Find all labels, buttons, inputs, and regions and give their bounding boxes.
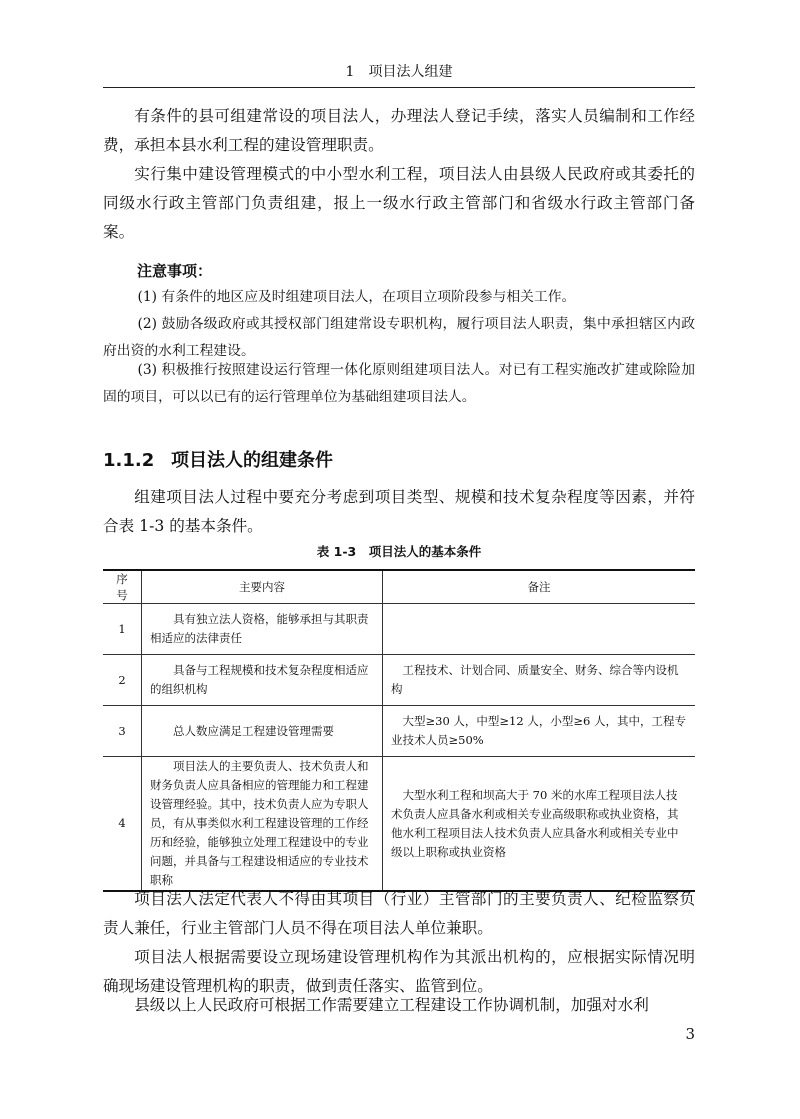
running-header: 1 项目法人组建: [345, 64, 453, 80]
notes-title: 注意事项：: [137, 262, 213, 280]
cell-content: 具有独立法人资格，能够承担与其职责相适应的法律责任: [142, 604, 383, 655]
paragraph-coordination: 县级以上人民政府可根据工作需要建立工程建设工作协调机制，加强对水利: [134, 996, 649, 1014]
paragraph-legal-representative: 项目法人法定代表人不得由其项目（行业）主管部门的主要负责人、纪检监察负责人兼任，行业主管部门人员不得在项目法人单位兼职。: [103, 890, 695, 937]
header-content: 主要内容: [142, 570, 383, 604]
conditions-table: [103, 569, 695, 892]
cell-index: 4: [103, 757, 142, 892]
table-row: [103, 604, 695, 655]
cell-remark: 工程技术、计划合同、质量安全、财务、综合等内设机构: [383, 655, 696, 706]
cell-index: 2: [103, 655, 142, 706]
section-heading: [103, 447, 333, 475]
header-remark: 备注: [383, 570, 696, 604]
cell-remark: 大型≥30 人，中型≥12 人，小型≥6 人，其中，工程专业技术人员≥50%: [383, 706, 696, 757]
paragraph-county-legal-entity: 有条件的县可组建常设的项目法人，办理法人登记手续，落实人员编制和工作经费，承担本县水利工程的建设管理职责。: [103, 107, 695, 154]
table-header-row: [103, 570, 695, 604]
table-row: [103, 655, 695, 706]
cell-index: 1: [103, 604, 142, 655]
cell-index: 3: [103, 706, 142, 757]
cell-remark: [383, 604, 696, 655]
note-item-2: (2) 鼓励各级政府或其授权部门组建常设专职机构，履行项目法人职责，集中承担辖区内政府出资的水利工程建设。: [103, 316, 695, 359]
table-row: [103, 757, 695, 892]
table-caption: 表 1-3 项目法人的基本条件: [316, 544, 482, 559]
header-rule: [103, 87, 695, 88]
note-item-1: (1) 有条件的地区应及时组建项目法人，在项目立项阶段参与相关工作。: [137, 289, 576, 305]
table-row: [103, 706, 695, 757]
header-index: 序号: [103, 570, 142, 604]
page-number: 3: [685, 1025, 695, 1043]
cell-remark: 大型水利工程和坝高大于 70 米的水库工程项目法人技术负责人应具备水利或相关专业高级职称或执业资格，其他水利工程项目法人技术负责人应具备水利或相关专业中级以上职称或执业资格: [383, 757, 696, 892]
cell-content: 具备与工程规模和技术复杂程度相适应的组织机构: [142, 655, 383, 706]
cell-content: 总人数应满足工程建设管理需要: [142, 706, 383, 757]
cell-content: 项目法人的主要负责人、技术负责人和财务负责人应具备相应的管理能力和工程建设管理经验。其中，技术负责人应为专职人员，有从事类似水利工程建设管理的工作经历和经验，能够独立处理工程建设中的专业问题，并具备与工程建设相适应的专业技术职称: [142, 757, 383, 892]
paragraph-centralized-management: 实行集中建设管理模式的中小型水利工程，项目法人由县级人民政府或其委托的同级水行政主管部门负责组建，报上一级水行政主管部门和省级水行政主管部门备案。: [103, 165, 695, 241]
section-number: 1.1.2: [103, 450, 155, 471]
section-title: 项目法人的组建条件: [171, 450, 333, 471]
note-item-3: (3) 积极推行按照建设运行管理一体化原则组建项目法人。对已有工程实施改扩建或除险加固的项目，可以以已有的运行管理单位为基础组建项目法人。: [103, 362, 695, 405]
paragraph-onsite-agency: 项目法人根据需要设立现场建设管理机构作为其派出机构的，应根据实际情况明确现场建设管理机构的职责，做到责任落实、监管到位。: [103, 948, 695, 995]
section-intro: 组建项目法人过程中要充分考虑到项目类型、规模和技术复杂程度等因素，并符合表 1-3 的基本条件。: [103, 488, 695, 535]
